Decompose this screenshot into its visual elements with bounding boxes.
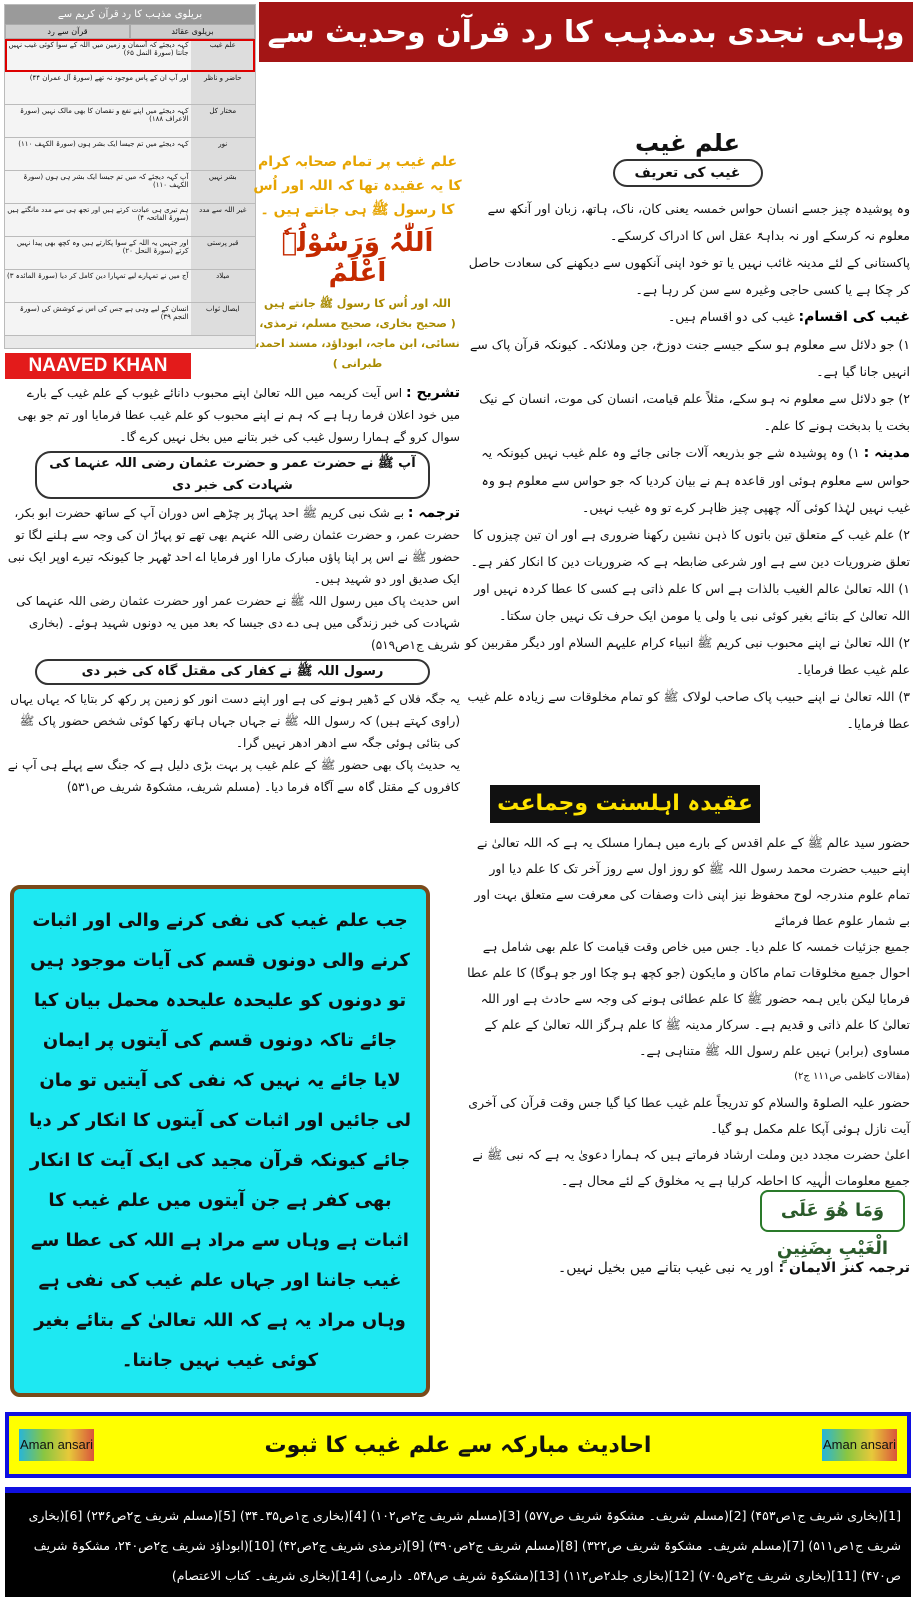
table-row xyxy=(5,171,255,204)
comparison-table-image xyxy=(4,4,256,349)
table-row xyxy=(5,237,255,270)
para: یہ حدیث پاک بھی حضور ﷺ کے علم غیب پر بہت بڑی دلیل ہے کہ جنگ سے پہلے ہی آپ نے کافروں کے مقتل گاہ سے آگاہ فرما دیا۔ (مسلم شریف، مشکوۃ شریف ص۵۳۱) xyxy=(7,758,460,794)
belief-cell: میلاد xyxy=(191,270,256,302)
table-row xyxy=(5,105,255,138)
sahaba-belief-block xyxy=(250,150,465,370)
section-title: علم غیب xyxy=(635,129,740,157)
para: پاکستانی کے لئے مدینہ غائب نہیں یا تو خود اپنی آنکھوں سے دیکھنے کی سعادت حاصل کر چکا ہے یا کسی حاجی وغیرہ سے سن کر رہا ہے۔ xyxy=(468,255,910,297)
table-row xyxy=(5,204,255,237)
madina-text: ۱) وہ پوشیدہ شے جو بذریعہ آلات جانی جائے وہ علم غیب نہیں کیونکہ یہ حواس سے معلوم ہوئی اور قاعدہ ہم نے بیان کردیا کہ جو حواس سے معلوم ہو وہ غیب نہیں لہٰذا کوئی آلہ چھپی چیز ظاہر کرے تو وہ غیب نہیں۔ xyxy=(481,445,910,515)
gold-refs: ( صحیح بخاری، صحیح مسلم، ترمذی، نسائی، ابن ماجہ، ابوداؤد، مسند احمد، طبرانی ) xyxy=(255,317,460,370)
quran-cell: کہہ دیجئے میں تم جیسا ایک بشر ہوں (سورۃ الکہف ۱۱۰) xyxy=(5,138,191,170)
belief-cell: بشر نہیں xyxy=(191,171,256,203)
table-row xyxy=(5,39,255,72)
quran-cell: کہہ دیجئے کہ آسمان و زمین میں اللہ کے سوا کوئی غیب نہیں جانتا (سورۃ النمل ۶۵) xyxy=(5,39,191,71)
reference: (مقالات کاظمی ص۱۱۱ ج۲) xyxy=(794,1071,910,1082)
quran-cell: اور آپ ان کے پاس موجود نہ تھے (سورۃ آل عمران ۴۴) xyxy=(5,72,191,104)
para: ۱) اللہ تعالیٰ عالم الغیب بالذات ہے اس کا علم ذاتی ہے کسی کا عطا کردہ نہیں اور اللہ تعالیٰ کے بتائے بغیر کوئی نبی یا ولی یا مومن ایک حرف تک نہیں جان سکتا۔ xyxy=(474,581,910,623)
para: ۱) جو دلائل سے معلوم ہو سکے جیسے جنت دوزخ، جن وملائکہ۔ کیونکہ قرآن پاک سے انہیں جانا گیا ہے۔ xyxy=(469,337,910,379)
kanz-translation xyxy=(470,1260,910,1276)
belief-cell: ایصال ثواب xyxy=(191,303,256,335)
para: حضور علیہ الصلوۃ والسلام کو تدریجاً علم غیب عطا کیا گیا جس وقت قرآن کی آخری آیت نازل ہوئی آپکا علم مکمل ہو گیا۔ xyxy=(468,1095,910,1136)
quran-cell: کہہ دیجئے میں اپنے نفع و نقصان کا بھی مالک نہیں (سورۃ الاعراف ۱۸۸) xyxy=(5,105,191,137)
heading-scroll: رسول اللہ ﷺ نے کفار کی مقتل گاہ کی خبر دی xyxy=(35,659,430,685)
types-row xyxy=(465,303,910,331)
para: ۲) علم غیب کے متعلق تین باتوں کا ذہن نشین رکھنا ضروری ہے اور ان تین چیزوں کا تعلق ضروریات دین سے ہے اور شرعی ضابطہ ہے کہ ضروریات دین کا انکار کفر ہے۔ xyxy=(470,527,910,569)
table-row xyxy=(5,270,255,303)
tashreeh-label: تشریح : xyxy=(405,385,460,401)
kanz-text: اور یہ نبی غیب بتانے میں بخیل نہیں۔ xyxy=(558,1260,774,1276)
hadith-section xyxy=(5,382,460,880)
belief-cell: غیر اللہ سے مدد xyxy=(191,204,256,236)
belief-cell: نور xyxy=(191,138,256,170)
tarjuma-text: بے شک نبی کریم ﷺ احد پہاڑ پر چڑھے اس دوران آپ کے ساتھ حضرت ابو بکر، حضرت عمر، و حضرت عثمان رضی اللہ عنہم بھی تھے تو پہاڑ ان کی وجہ سے ہلنے لگا تو حضور ﷺ نے اس پر اپنا پاؤں مبارک مارا اور فرمایا اے احد ٹھہر جا کیونکہ تیرے اوپر ایک نبی ایک صدیق اور دو شہید ہیں۔ xyxy=(7,506,460,586)
types-label: غیب کی اقسام: xyxy=(798,309,910,325)
quran-cell: ہم تیری ہی عبادت کرتے ہیں اور تجھ ہی سے مدد مانگتے ہیں (سورۃ الفاتحہ ۴) xyxy=(5,204,191,236)
para: حضور سید عالم ﷺ کے علم اقدس کے بارے میں ہمارا مسلک یہ ہے کہ اللہ تعالیٰ نے اپنے حبیب حضرت محمد رسول اللہ ﷺ کو روز اول سے روز آخر تک کا علم دیا اور تمام علوم مندرجہ لوح محفوظ نیز اپنی ذات وصفات کی معرفت سے متعلق بہت اور بے شمار علوم عطا فرمائے xyxy=(474,835,910,928)
para: ۲) اللہ تعالیٰ نے اپنے محبوب نبی کریم ﷺ انبیاء کرام علیہم السلام اور دیگر مقربین کو علم غیب عطا فرمایا۔ xyxy=(465,635,910,677)
definition-label: غیب کی تعریف xyxy=(613,159,763,187)
heading-scroll: آپ ﷺ نے حضرت عمر و حضرت عثمان رضی اللہ عنہما کی شہادت کی خبر دی xyxy=(35,451,430,499)
hadith-banner xyxy=(5,1412,911,1478)
quran-cell: اور جنہیں یہ اللہ کے سوا پکارتے ہیں وہ کچھ بھی پیدا نہیں کرتے (سورۃ النحل ۲۰) xyxy=(5,237,191,269)
tashreeh-row xyxy=(5,382,460,448)
summary-box: جب علم غیب کی نفی کرنے والی اور اثبات کرنے والی دونوں قسم کی آیات موجود ہیں تو دونوں کو علیحدہ علیحدہ محمل بیان کیا جائے تاکہ دونوں قسم کی آیتوں پر ایمان لایا جائے یہ نہیں کہ نفی کی آیتیں تو مان لی جائیں اور اثبات کی آیتوں کا انکار کر دیا جائے کیونکہ قرآن مجید کی ایک آیت کا انکار بھی کفر ہے جن آیتوں میں علم غیب کا اثبات ہے وہاں سے مراد ہے اللہ کی عطا سے غیب جاننا اور جہاں علم غیب کی نفی ہے وہاں مراد یہ ہے کہ اللہ تعالیٰ کے بتائے بغیر کوئی غیب نہیں جانتا۔ xyxy=(10,885,430,1397)
table-rows xyxy=(5,39,255,336)
quran-cell: آج میں نے تمہارے لیے تمہارا دین کامل کر دیا (سورۃ المائدہ ۳) xyxy=(5,270,191,302)
madina-row xyxy=(465,439,910,521)
para: ۲) جو دلائل سے معلوم نہ ہو سکے، مثلاً علم قیامت، انسان کی موت، انسان کے نیک بخت یا بدبخت ہونے کا علم۔ xyxy=(479,391,910,433)
ilm-ghaib-section xyxy=(465,130,910,737)
gold-arabic: اَللّٰہُ وَرَسُوْلُہٗ اَعْلَمُ xyxy=(281,228,434,288)
references-box: [1](بخاری شریف ج۱ص۴۵۳) [2](مسلم شریف۔ مشکوۃ شریف ص۵۷۷) [3](مسلم شریف ج۲ص۱۰۲) [4](بخاری ج۱ص۳۵۔۳۴) [5](مسلم شریف ج۲ص۲۳۶) [6](بخاری شریف ج۱ص۵۱۱) [7](مسلم شریف۔ مشکوۃ شریف ص۳۲۲) [8](مسلم شریف ج۲ص۳۹۰) [9](ترمذی شریف ج۲ص۴۲) [10](ابوداؤد شریف ج۲ص۲۴۰، مشکوۃ شریف ص۴۷۰) [11](بخاری شریف ج۲ص۷۰۵) [12](بخاری جلد۲ص۱۱۲) [13](مشکوۃ شریف ص۵۴۸۔ دارمی) [14](بخاری شریف۔ کتاب الاعتصام) xyxy=(5,1487,911,1597)
types-text: غیب کی دو اقسام ہیں۔ xyxy=(667,309,795,324)
table-header xyxy=(5,24,255,39)
para: اعلیٰ حضرت مجدد دین وملت ارشاد فرماتے ہیں کہ ہمارا دعویٰ یہ ہے کہ نبی ﷺ نے جمیع معلومات الٰہیہ کا احاطہ کرلیا ہے یہ مخلوق کے لئے محال ہے۔ xyxy=(472,1147,910,1188)
quran-cell: انسان کے لیے وہی ہے جس کی اس نے کوشش کی (سورۃ النجم ۳۹) xyxy=(5,303,191,335)
author-label: NAAVED KHAN xyxy=(5,353,191,379)
col-quran: قرآن سے رد xyxy=(5,24,130,39)
belief-cell: علم غیب xyxy=(191,39,256,71)
aman-logo-right: Aman ansari xyxy=(822,1429,897,1461)
table-title: بریلوی مذہب کا رد قرآن کریم سے xyxy=(5,5,255,24)
quran-cell: آپ کہہ دیجئے کہ میں تم جیسا ایک بشر ہی ہوں (سورۃ الکہف ۱۱۰) xyxy=(5,171,191,203)
page-title: وہابی نجدی بدمذہب کا رد قرآن وحدیث سے xyxy=(259,2,913,62)
para: یہ جگہ فلاں کے ڈھیر ہونے کی ہے اور اپنے دست انور کو زمین پر رکھ کر بتایا کہ یہاں یہاں (راوی کہتے ہیں) کہ رسول اللہ ﷺ نے جہاں جہاں ہاتھ رکھا کوئی شخص حضور پاک ﷺ کی بتائی ہوئی جگہ سے ادھر ادھر نہیں گرا۔ xyxy=(10,692,460,750)
belief-cell: قبر پرستی xyxy=(191,237,256,269)
para: جمیع جزئیات خمسہ کا علم دیا۔ جس میں خاص وقت قیامت کا علم بھی شامل ہے احوال جمیع مخلوقات تمام ماکان و مایکون (جو کچھ ہو چکا اور جو ہوگا) کا علم عطا فرمایا لیکن بایں ہمہ حضور ﷺ کا علم عطائی ہونے کی وجہ سے حادث ہے اور اللہ تعالیٰ کا علم ذاتی و قدیم ہے۔ سرکار مدینہ ﷺ کا علم ہرگز اللہ تعالیٰ کے علم کے مساوی (برابر) نہیں علم رسول اللہ ﷺ متناہی ہے۔ xyxy=(467,939,910,1058)
tashreeh-text: اس آیت کریمہ میں اللہ تعالیٰ اپنے محبوب دانائے غیوب کے علم غیب کے بارے میں خود اعلان فرما رہا ہے کہ ہم نے اپنے محبوب کو علم غیب عطا فرمایا اور تم جو بھی سوال کرو گے ہمارا رسول غیب کی خبر بتانے میں بخل نہیں کرے گا۔ xyxy=(17,386,460,444)
gold-line1: علم غیب پر تمام صحابہ کرام کا یہ عقیدہ تھا کہ اللہ اور اُس کا رسول ﷺ ہی جانتے ہیں ۔ xyxy=(253,154,462,218)
belief-cell: مختار کل xyxy=(191,105,256,137)
tarjuma-label: ترجمہ : xyxy=(407,505,460,521)
aqeeda-heading: عقیدہ اہلسنت وجماعت xyxy=(490,785,760,823)
para: وہ پوشیدہ چیز جسے انسان حواس خمسہ یعنی کان، ناک، ہاتھ، زبان اور آنکھ سے معلوم نہ کرسکے اور نہ بداہۃً عقل اس کا ادراک کرسکے۔ xyxy=(487,201,910,243)
belief-cell: حاضر و ناظر xyxy=(191,72,256,104)
table-row xyxy=(5,72,255,105)
para: ۳) اللہ تعالیٰ نے اپنے حبیب پاک صاحب لولاک ﷺ کو تمام مخلوقات سے زیادہ علم غیب عطا فرمایا۔ xyxy=(467,689,910,731)
aman-logo-left: Aman ansari xyxy=(19,1429,94,1461)
quran-verse: وَمَا هُوَ عَلَى الْغَيْبِ بِضَنِينٍ xyxy=(760,1190,905,1232)
col-beliefs: بریلوی عقائد xyxy=(130,24,255,39)
madina-label: مدینہ : xyxy=(863,445,910,461)
tarjuma-row xyxy=(5,502,460,590)
aqeeda-section xyxy=(465,830,910,1194)
kanz-label: ترجمہ کنز الایمان : xyxy=(778,1260,910,1276)
banner-title: احادیث مبارکہ سے علم غیب کا ثبوت xyxy=(264,1432,652,1458)
table-row xyxy=(5,138,255,171)
para: اس حدیث پاک میں رسول اللہ ﷺ نے حضرت عمر اور حضرت عثمان رضی اللہ عنہما کی شہادت کی خبر زندگی میں ہی دے دی جیسا کہ بعد میں یہ دونوں شہید ہوئے۔ (بخاری شریف ج۱ص۵۱۹) xyxy=(16,594,460,652)
table-row xyxy=(5,303,255,336)
gold-line2: اللہ اور اُس کا رسول ﷺ جانتے ہیں xyxy=(264,297,451,310)
